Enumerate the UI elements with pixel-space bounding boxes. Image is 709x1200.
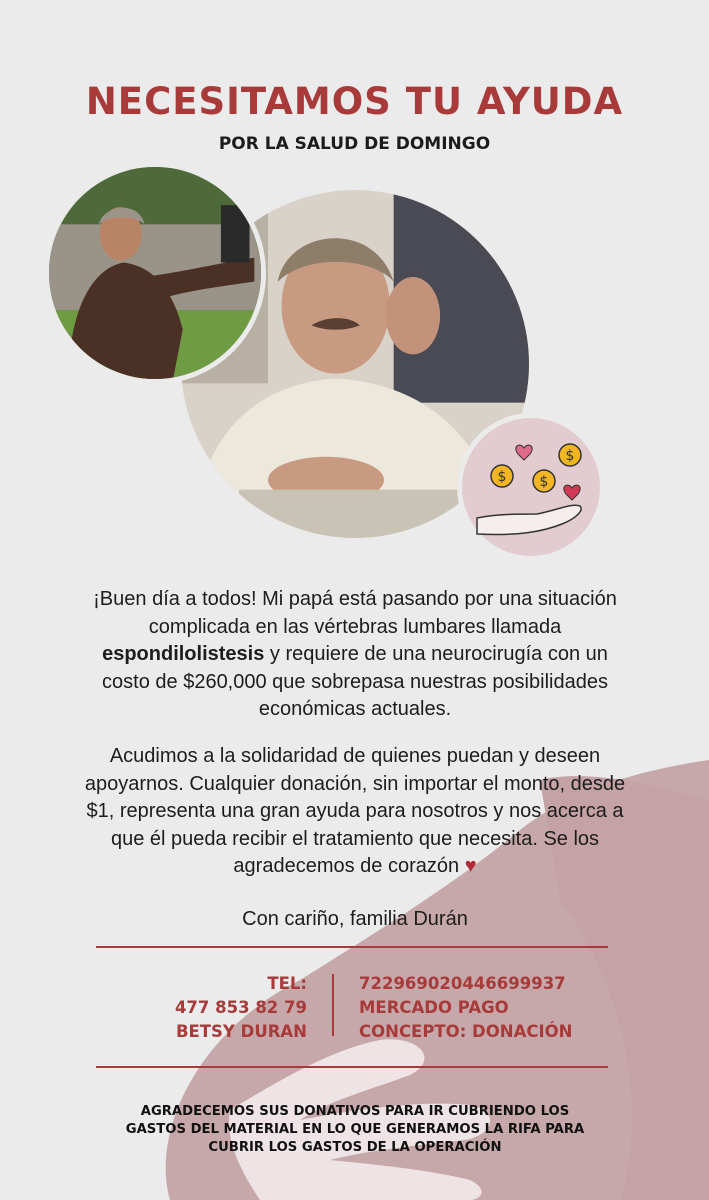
- heart-icon: ♥: [464, 855, 477, 877]
- hand-with-coins-icon: [457, 413, 605, 561]
- message-paragraph-2: [60, 743, 650, 881]
- message-line: costo de $260,000 que sobrepasa nuestras posibilidades: [102, 670, 608, 693]
- footer-line: AGRADECEMOS SUS DONATIVOS PARA IR CUBRIENDO LOS: [140, 1104, 570, 1119]
- diagnosis-term: espondilolistesis: [102, 643, 265, 665]
- page-title: NECESITAMOS TU AYUDA: [85, 80, 624, 123]
- phone-number: 477 853 82 79: [174, 998, 307, 1017]
- message-line: apoyarnos. Cualquier donación, sin importar el monto, desde: [84, 772, 626, 795]
- payment-service: MERCADO PAGO: [359, 998, 509, 1017]
- message-line: complicada en las vértebras lumbares llamada: [148, 615, 562, 638]
- message-line: ¡Buen día a todos! Mi papá está pasando por una situación: [93, 588, 617, 610]
- signature: Con cariño, familia Durán: [242, 908, 468, 930]
- account-number: 722969020446699937: [359, 974, 566, 993]
- svg-text:$: $: [497, 469, 507, 485]
- svg-text:$: $: [539, 474, 549, 490]
- contact-info: [110, 972, 307, 1044]
- footer-line: GASTOS DEL MATERIAL EN LO QUE GENERAMOS LA RIFA PARA: [125, 1122, 585, 1137]
- payment-info: [359, 972, 699, 1044]
- contact-name: BETSY DURAN: [175, 1022, 307, 1041]
- tel-label: TEL:: [267, 974, 307, 993]
- payment-concept: CONCEPTO: DONACIÓN: [359, 1022, 573, 1041]
- vertical-divider: [332, 974, 334, 1036]
- divider: [96, 1066, 608, 1068]
- small-photo: [44, 162, 266, 384]
- message-paragraph-1: [60, 586, 650, 724]
- footer-line: CUBRIR LOS GASTOS DE LA OPERACIÓN: [208, 1140, 502, 1155]
- message-line: y requiere de una neurocirugía con un: [264, 643, 608, 665]
- message-line: agradecemos de corazón: [233, 855, 460, 877]
- message-line: que él pueda recibir el tratamiento que necesita. Se los: [110, 827, 600, 850]
- svg-text:$: $: [565, 448, 575, 464]
- message-line: económicas actuales.: [258, 698, 452, 720]
- page-subtitle: POR LA SALUD DE DOMINGO: [218, 134, 491, 154]
- message-line: Acudimos a la solidaridad de quienes puedan y deseen: [109, 745, 601, 767]
- footer-note: [60, 1103, 650, 1157]
- divider: [96, 946, 608, 948]
- message-line: $1, representa una gran ayuda para nosotros y nos acerca a: [86, 800, 624, 822]
